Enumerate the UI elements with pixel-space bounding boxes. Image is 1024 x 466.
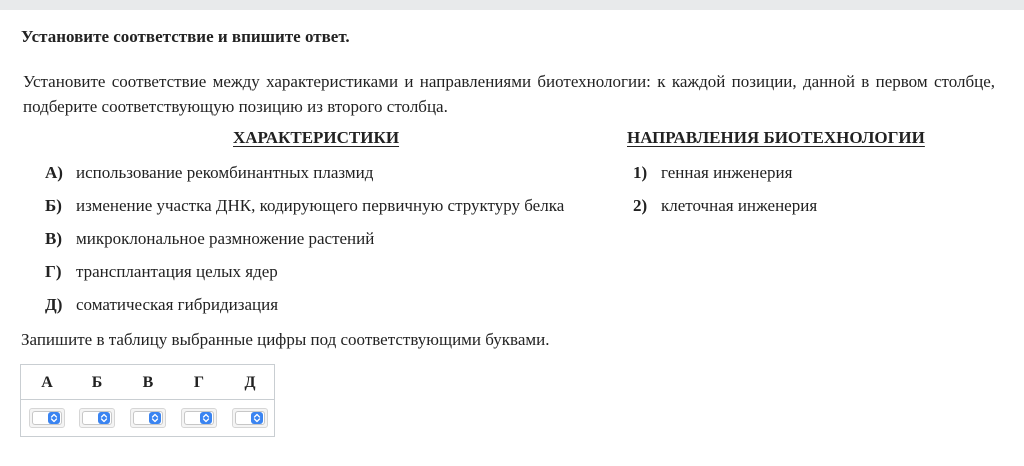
select-arrows-icon [149,412,161,424]
task-instruction: Установите соответствие между характеристиками и направлениями биотехнологии: к каждой позиции, данной в первом столбце, подберите соответствующую позицию из второго столбца. [23,72,995,116]
characteristic-letter: Б) [45,196,62,215]
characteristic-text: трансплантация целых ядер [76,262,278,281]
answer-column-header: Д [244,374,256,391]
select-arrows-icon [48,412,60,424]
characteristic-text: использование рекомбинантных плазмид [76,163,374,182]
table-divider [21,399,274,400]
select-arrows-icon [251,412,263,424]
task-heading: Установите соответствие и впишите ответ. [21,27,350,46]
select-arrows-icon [200,412,212,424]
characteristic-text: соматическая гибридизация [76,295,279,314]
answer-instruction: Запишите в таблицу выбранные цифры под соответствующими буквами. [21,330,550,349]
answer-table [20,364,275,437]
characteristic-text: микроклональное размножение растений [76,229,375,248]
answer-column-header: А [41,374,53,391]
directions-title: НАПРАВЛЕНИЯ БИОТЕХНОЛОГИИ [627,128,925,147]
answer-select-b[interactable] [79,408,115,428]
answer-select-d[interactable] [232,408,268,428]
answer-select-g[interactable] [181,408,217,428]
direction-number: 2) [633,196,648,215]
answer-column-header: Г [193,374,205,391]
characteristic-letter: Г) [45,262,62,281]
direction-text: генная инженерия [661,163,793,182]
answer-select-v[interactable] [130,408,166,428]
answer-column-header: В [142,374,154,391]
characteristics-title: ХАРАКТЕРИСТИКИ [233,128,400,147]
direction-text: клеточная инженерия [661,196,818,215]
direction-number: 1) [633,163,648,182]
answer-select-a[interactable] [29,408,65,428]
characteristic-letter: А) [45,163,63,182]
characteristic-letter: Д) [45,295,63,314]
answer-column-header: Б [91,374,103,391]
characteristic-letter: В) [45,229,62,248]
select-arrows-icon [98,412,110,424]
top-bar [0,0,1024,10]
characteristic-text: изменение участка ДНК, кодирующего первичную структуру белка [76,196,565,215]
